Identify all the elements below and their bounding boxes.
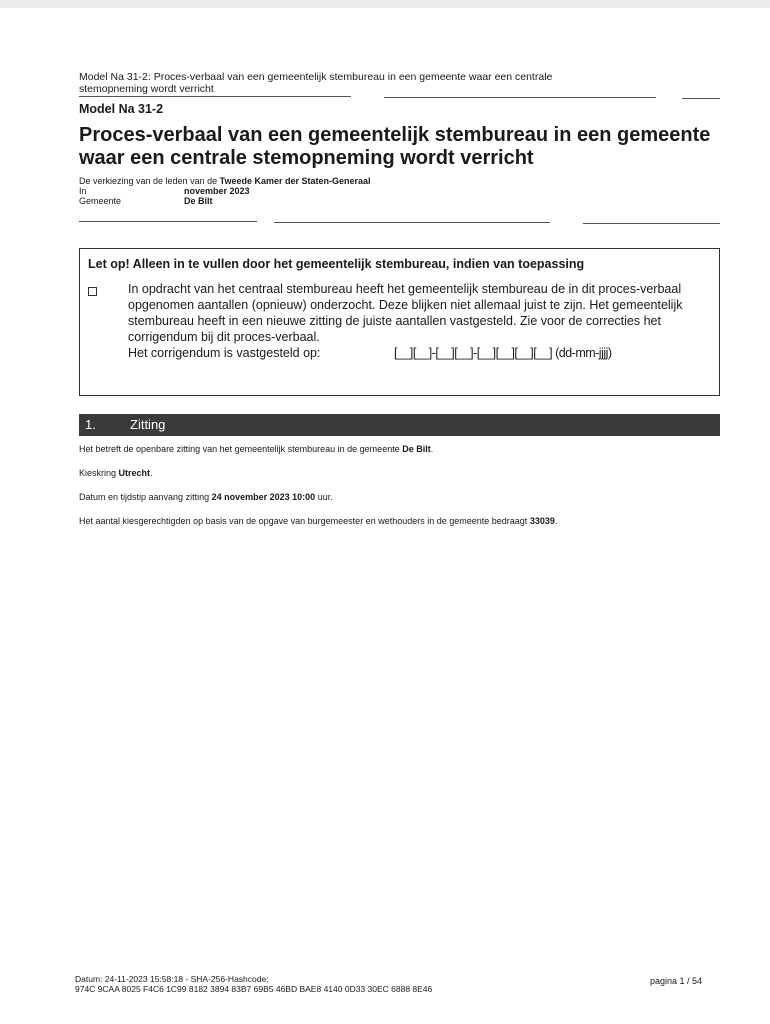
election-prefix: De verkiezing van de leden van de xyxy=(79,176,218,186)
in-value: november 2023 xyxy=(184,186,250,196)
notice-box xyxy=(79,248,720,396)
in-label: In xyxy=(79,186,87,196)
footer-hash-line: 974C 9CAA 8025 F4C6 1C99 8182 3894 83B7 69B5 46BD BAE8 4140 0D33 30EC 6888 8E46 xyxy=(75,984,433,994)
notice-body xyxy=(128,281,716,361)
page-number: pagina 1 / 54 xyxy=(650,976,703,986)
page-title-line-1: Proces-verbaal van een gemeentelijk stembureau in een gemeente xyxy=(79,124,711,146)
corrigendum-date-field[interactable]: [__][__]-[__][__]-[__][__][__][__] (dd-mm-jjjj) xyxy=(394,346,612,360)
election-name: Tweede Kamer der Staten-Generaal xyxy=(219,176,371,186)
page-title xyxy=(79,124,739,170)
zitting-p3-value: 24 november 2023 10:00 xyxy=(211,492,316,502)
model-label: Model Na 31-2 xyxy=(79,102,164,116)
zitting-p2-prefix: Kieskring xyxy=(79,468,117,478)
section-title: Zitting xyxy=(130,417,166,432)
meta-rule xyxy=(583,223,720,224)
notice-title: Let op! Alleen in te vullen door het gemeentelijk stembureau, indien van toepassing xyxy=(88,257,585,271)
zitting-p2-value: Utrecht xyxy=(118,468,151,478)
scan-top-edge xyxy=(0,0,770,8)
header-rule xyxy=(79,96,351,97)
zitting-p1-value: De Bilt xyxy=(402,444,431,454)
zitting-paragraph-4: Het aantal kiesgerechtigden op basis van de opgave van burgemeester en wethouders in de gemeente bedraagt 33039. xyxy=(79,516,558,526)
footer-date-line: Datum: 24-11-2023 15:58:18 - SHA-256-Hashcode: xyxy=(75,974,269,984)
zitting-p4-prefix: Het aantal kiesgerechtigden op basis van de opgave van burgemeester en wethouders in de gemeente bedraagt xyxy=(79,516,528,526)
zitting-p4-value: 33039 xyxy=(529,516,555,526)
section-number: 1. xyxy=(85,417,96,432)
zitting-p3-prefix: Datum en tijdstip aanvang zitting xyxy=(79,492,210,502)
header-rule xyxy=(682,98,720,99)
corrigendum-label: Het corrigendum is vastgesteld op: xyxy=(128,346,321,360)
running-header-line-1: Model Na 31-2: Proces-verbaal van een gemeentelijk stembureau in een gemeente waar een centrale xyxy=(79,71,553,83)
corrigendum-row xyxy=(128,345,716,361)
meta-rule xyxy=(274,222,550,223)
municipality-line xyxy=(79,196,213,206)
zitting-paragraph-1: Het betreft de openbare zitting van het gemeentelijk stembureau in de gemeente De Bilt. xyxy=(79,444,434,454)
municipality-value: De Bilt xyxy=(184,196,213,206)
page-title-line-2: waar een centrale stemopneming wordt verricht xyxy=(79,147,534,169)
header-rule xyxy=(384,97,656,98)
notice-text: In opdracht van het centraal stembureau heeft het gemeentelijk stembureau de in dit proces-verbaal opgenomen aantallen (opnieuw) onderzocht. Deze blijken niet allemaal juist te zijn. Het gemeentelijk stembureau heeft in een nieuwe zitting de juiste aantallen vastgesteld. Zie voor de correcties het corrigendum bij dit proces-verbaal. xyxy=(128,282,683,344)
meta-rule xyxy=(79,221,257,222)
municipality-label: Gemeente xyxy=(79,196,122,206)
footer-hash xyxy=(75,974,432,994)
corrigendum-checkbox[interactable] xyxy=(88,287,97,296)
zitting-p1-prefix: Het betreft de openbare zitting van het gemeentelijk stembureau in de gemeente xyxy=(79,444,400,454)
running-header-line-2: stemopneming wordt verricht xyxy=(79,83,214,95)
section-header-zitting xyxy=(79,414,720,436)
zitting-p3-suffix: uur. xyxy=(317,492,333,502)
election-line xyxy=(79,176,371,186)
zitting-paragraph-3 xyxy=(79,492,719,503)
period-line xyxy=(79,186,250,196)
zitting-paragraph-2: Kieskring Utrecht. xyxy=(79,468,153,478)
